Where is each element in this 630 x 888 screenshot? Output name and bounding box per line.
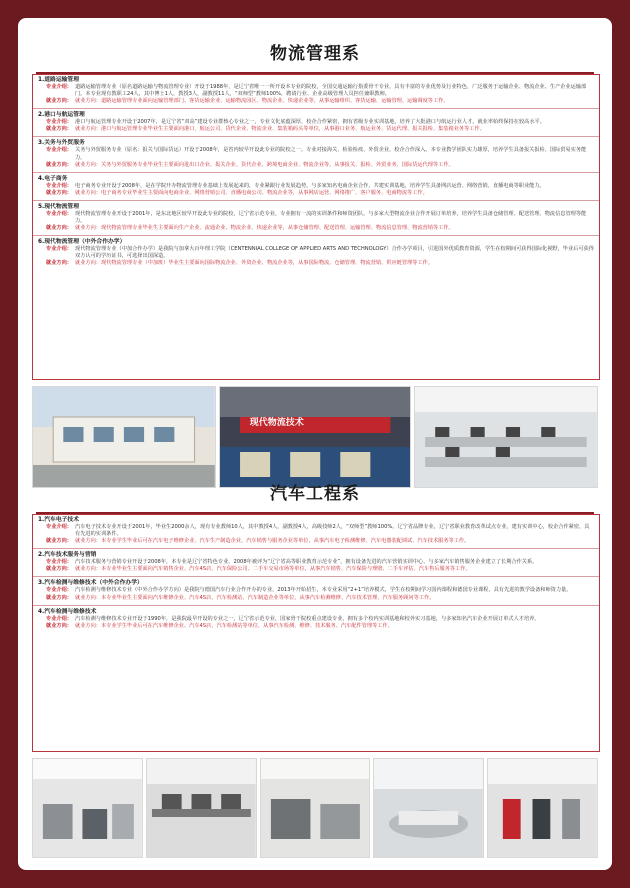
classroom-banner-photo — [219, 386, 411, 488]
major-intro-text: 关务与外贸服务专业（原名：报关与国际货运）开设于2008年，是省内较早开设此专业的院校之一。专业对接海关、检验检疫、外贸企业，校企合作深入，本专业教学团队实力雄厚，培养学生具备报关报检、国际贸易实务能力。 — [75, 147, 587, 161]
major-block — [33, 578, 599, 602]
major-job-text: 就业方向：本专业毕业生主要面向汽车销售企业、汽车4S店、汽车保险公司、二手车交易市场等单位，从事汽车销售、汽车保险与理赔、二手车评估、汽车售后服务等工作。 — [75, 566, 471, 573]
major-block — [33, 110, 599, 134]
major-job-row — [38, 566, 594, 573]
major-job-text: 就业方向：本专业学生毕业后可在汽车维修企业、汽车4S店、汽车检测站等单位，从事汽车检测、维修、技术服务、汽车配件管理等工作。 — [75, 622, 393, 629]
major-intro-row — [38, 616, 594, 623]
major-job-row — [38, 225, 594, 232]
major-job-text: 就业方向：电子商务专业毕业生主要面向电商企业、网络营销公司、直播电商公司、物流企业等，从事网店运营、网络推广、客户服务、电商物流等工作。 — [75, 189, 428, 196]
major-job-text: 就业方向：道路运输管理专业面向运输管理部门、客货运输企业、运输物流园区、物流企业、快递企业等，从事运输组织、客货运输、运输管理、运输调度等工作。 — [75, 98, 449, 105]
major-block — [33, 202, 599, 233]
major-job-row — [38, 260, 594, 267]
campus-building-photo — [32, 386, 216, 488]
major-intro-text: 汽车电子技术专业开设于2001年，毕业生2000余人，现有专业教师10人，其中教授4人，副教授4人，高级技师2人，“双师型”教师100%。辽宁省品牌专业，辽宁省职业教育改革试点专业，建有实训中心，校企合作紧密，具有先进的实训条件。 — [75, 524, 590, 538]
section1-content — [32, 74, 600, 380]
job-label: 就业方向： — [46, 126, 72, 133]
major-block — [33, 75, 599, 106]
major-block — [33, 607, 599, 631]
major-title: 1.道路运输管理 — [38, 77, 80, 83]
major-title: 2.汽车技术服务与营销 — [38, 552, 97, 559]
major-job-text: 就业方向：现代物流管理专业（中加班）毕业生主要面向国际物流企业、外资企业、物流企业等，从事国际物流、仓储管理、物流营销、供应链管理等工作。 — [75, 260, 433, 267]
major-block — [33, 550, 599, 574]
page — [18, 18, 612, 870]
job-label: 就业方向： — [46, 566, 72, 573]
major-intro-row — [38, 587, 594, 594]
major-title: 1.汽车电子技术 — [38, 517, 80, 523]
major-intro-text: 电子商务专业开设于2008年，是在学院开办物流管理专业基础上发展起来的，专业紧跟行业发展趋势，与多家知名电商企业合作，共建实训基地，培养学生具备网店运营、网络营销、直播电商等职业能力。 — [75, 182, 545, 189]
intro-label: 专业介绍： — [46, 587, 72, 594]
intro-label: 专业介绍： — [46, 119, 72, 126]
major-intro-text: 现代物流管理专业（中加合作办学）是我院与加拿大百年理工学院（CENTENNIAL COLLEGE OF APPLIED ARTS AND TECHNOLOGY）合作办学项目，引进国外优质教育资源，学生在校期间可获得国际化视野，毕业后可获得双方认可的学历证书，可选择出国深造。 — [75, 246, 594, 260]
auto-training-workshop-photo-1 — [32, 758, 143, 858]
job-label: 就业方向： — [46, 225, 72, 232]
major-title: 2.港口与航运管理 — [38, 112, 85, 119]
major-job-row — [38, 98, 594, 105]
major-title: 6.现代物流管理（中外合作办学） — [38, 239, 126, 246]
major-job-text: 就业方向：现代物流管理专业毕业生主要面向生产企业、流通企业、物流企业、快递企业等，从事仓储管理、配送管理、运输管理、物流信息管理、物流营销等工作。 — [75, 225, 454, 232]
major-block — [33, 515, 599, 546]
major-divider — [33, 576, 599, 577]
banner-text: 现代物流技术 — [249, 418, 304, 428]
major-intro-text: 港口与航运管理专业开设于2007年，是辽宁省“双高”建设专业群核心专业之一，专业文化底蕴深厚，校企合作紧密，拥有省级专业实训基地，培养了大批港口与航运行业人才，就业率始终保持在较高水平。 — [75, 119, 545, 126]
job-label: 就业方向： — [46, 594, 72, 601]
major-intro-text: 汽车检测与维修技术专业开设于1990年，是我院最早开设的专业之一，辽宁省示范专业，国家骨干院校重点建设专业，拥有多个校内实训基地和校外实习基地，与多家知名汽车企业开展订单式人才培养。 — [75, 615, 540, 622]
major-job-text: 就业方向：本专业学生毕业后可在汽车电子维修企业、汽车生产制造企业、汽车销售与服务企业等单位，从事汽车电子检测维修、汽车电器装配调试、汽车技术服务等工作。 — [75, 538, 470, 545]
auto-training-workshop-photo-2 — [146, 758, 257, 858]
major-block — [33, 237, 599, 268]
job-label: 就业方向： — [46, 189, 72, 196]
section2-heading — [18, 482, 612, 512]
section2-title: 汽车工程系 — [270, 484, 360, 504]
computer-lab-photo — [414, 386, 598, 488]
intro-label: 专业介绍： — [46, 84, 72, 90]
major-title: 3.关务与外贸服务 — [38, 140, 85, 147]
major-intro-text: 现代物流管理专业开设于2001年，是东北地区较早开设此专业的院校，辽宁省示范专业，专业拥有一流的实训条件和师资团队，与多家大型物流企业合作开展订单培养，培养学生具备仓储管理、配送管理、物流信息管理等能力。 — [75, 210, 587, 225]
major-divider — [33, 605, 599, 606]
job-label: 就业方向： — [46, 260, 72, 267]
major-job-text: 就业方向：关务与外贸服务专业毕业生主要面向进出口企业、报关企业、货代企业、跨境电商企业、物流企业等，从事报关、报检、外贸业务、国际货运代理等工作。 — [75, 161, 454, 168]
major-intro-text: 道路运输管理专业（原名道路运输与物流管理专业）开设于1988年，是辽宁省唯一一所开设本专业的院校，全国交通运输行指委骨干专业，具有丰富的专业优势及行业特色，广泛服务于运输企业、物流企业、生产企业运输部门。本专业现有教职工24人，其中博士1人，教授3人，副教授11人，“双师型”教师100%，聘请行业、企业高级管理人员担任兼职教师。 — [75, 84, 587, 98]
major-title: 5.现代物流管理 — [38, 203, 80, 210]
major-divider — [33, 108, 599, 109]
job-label: 就业方向： — [46, 98, 72, 105]
section1-heading — [18, 42, 612, 72]
major-job-row — [38, 595, 594, 602]
intro-label: 专业介绍： — [46, 246, 72, 253]
major-block — [33, 174, 599, 198]
major-divider — [33, 136, 599, 137]
major-intro-text: 汽车检测与维修技术专业（中外合作办学方向）是我院与德国汽车行业合作开办的专业，2013年开始招生，本专业采用“2+1”培养模式，学生在校期间学习国内课程和德国专业课程，具有先进的教学设备和师资力量。 — [75, 587, 572, 594]
intro-label: 专业介绍： — [46, 559, 72, 566]
section2-content — [32, 514, 600, 752]
intro-label: 专业介绍： — [46, 182, 72, 189]
job-label: 就业方向： — [46, 622, 72, 629]
engine-lab-photo — [260, 758, 371, 858]
major-intro-text: 汽车技术服务与营销专业开设于2008年，本专业是辽宁省特色专业，2008年被评为“辽宁省高等职业教育示范专业”，拥有设备先进的汽车营销实训中心，与多家汽车销售服务企业建立了长期合作关系。 — [75, 559, 538, 566]
job-label: 就业方向： — [46, 161, 72, 168]
major-intro-row — [38, 84, 594, 98]
photo-strip-bottom — [32, 758, 598, 856]
major-divider — [33, 235, 599, 236]
major-intro-row — [38, 147, 594, 161]
major-intro-row — [38, 246, 594, 260]
major-job-text: 就业方向：港口与航运管理专业毕业生主要面向港口、航运公司、货代企业、物流企业、集装箱码头等单位，从事港口业务、航运业务、货运代理、报关报检、集装箱业务等工作。 — [75, 126, 485, 133]
intro-label: 专业介绍： — [46, 147, 72, 154]
major-divider — [33, 200, 599, 201]
major-job-row — [38, 538, 594, 545]
job-label: 就业方向： — [46, 538, 72, 545]
major-job-row — [38, 623, 594, 630]
intro-label: 专业介绍： — [46, 615, 72, 622]
major-title: 3.汽车检测与维修技术（中外合作办学） — [38, 580, 143, 587]
major-title: 4.汽车检测与维修技术 — [38, 608, 97, 615]
car-showroom-photo — [373, 758, 484, 858]
major-block — [33, 138, 599, 169]
major-intro-row — [38, 524, 594, 538]
major-title: 4.电子商务 — [38, 175, 68, 182]
major-job-row — [38, 126, 594, 133]
major-divider — [33, 548, 599, 549]
major-job-row — [38, 190, 594, 197]
major-job-row — [38, 162, 594, 169]
major-intro-row — [38, 211, 594, 225]
major-intro-row — [38, 183, 594, 190]
section1-title: 物流管理系 — [270, 44, 360, 64]
intro-label: 专业介绍： — [46, 210, 72, 217]
major-job-text: 就业方向：本专业毕业生主要面向汽车维修企业、汽车4S店、汽车检测站、汽车制造企业等单位，从事汽车检测维修、汽车技术管理、汽车服务顾问等工作。 — [75, 594, 435, 601]
auto-lab-equipment-photo — [487, 758, 598, 858]
photo-strip-top — [32, 386, 598, 486]
major-divider — [33, 172, 599, 173]
intro-label: 专业介绍： — [46, 524, 72, 530]
